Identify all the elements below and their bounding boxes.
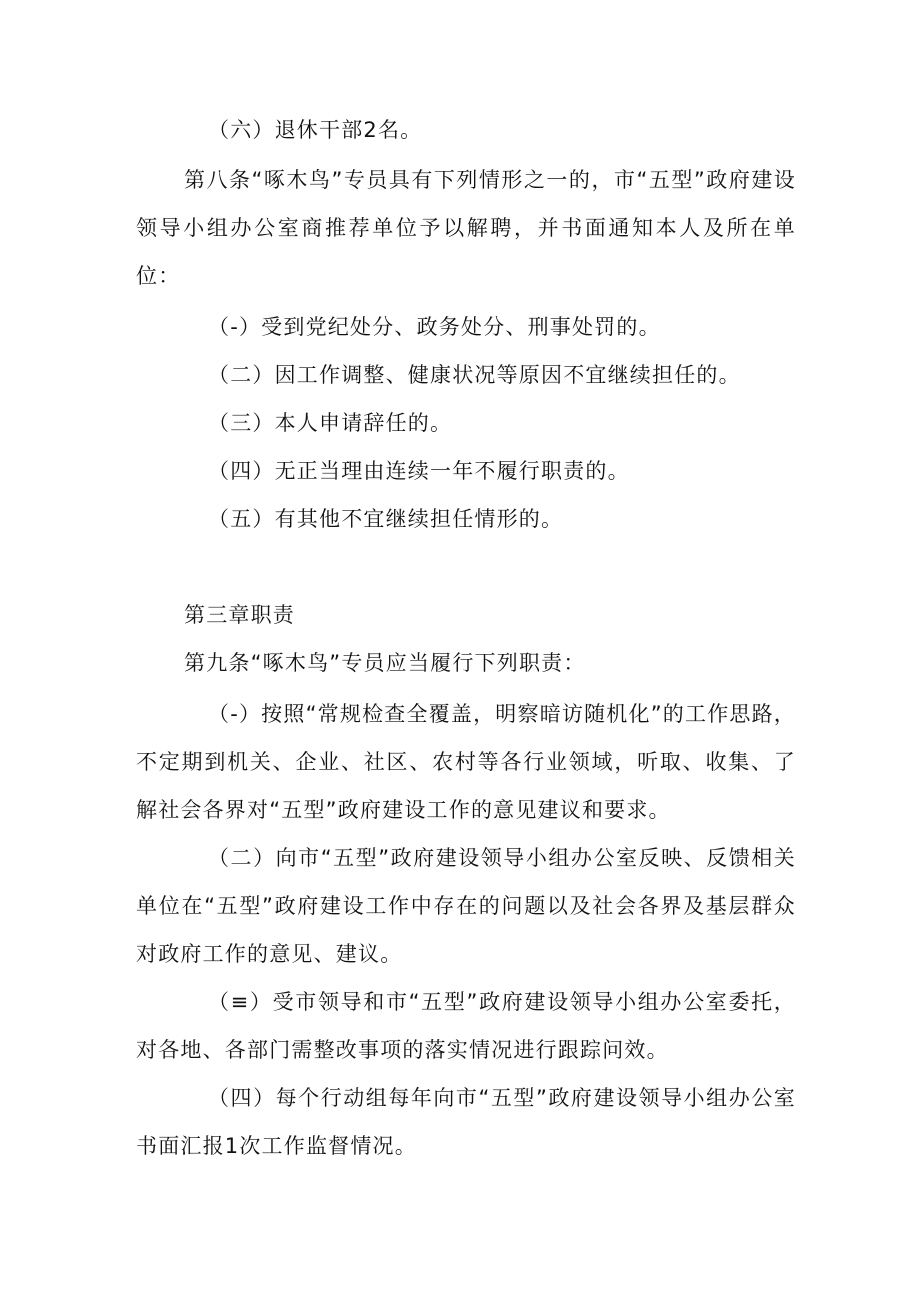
paragraph-duty-1 — [136, 690, 796, 834]
duty-4-text: （四）每个行动组每年向市“五型”政府建设领导小组办公室书面汇报1次工作监督情况。 — [136, 1086, 796, 1158]
paragraph-duty-3 — [136, 978, 796, 1074]
paragraph-item-5: （五）有其他不宜继续担任情形的。 — [208, 507, 564, 531]
paragraph-article-8 — [136, 156, 796, 300]
duty-3-text: （≡）受市领导和市“五型”政府建设领导小组办公室委托，对各地、各部门需整改事项的落实情况进行跟踪问效。 — [136, 990, 796, 1062]
paragraph-retired-cadres: （六）退休干部2名。 — [208, 118, 423, 142]
paragraph-item-1: （-）受到党纪处分、政务处分、刑事处罚的。 — [208, 315, 661, 339]
chapter-heading: 第三章职责 — [184, 603, 295, 627]
paragraph-duty-4 — [136, 1074, 796, 1170]
paragraph-article-9: 第九条“啄木鸟”专员应当履行下列职责： — [184, 651, 586, 675]
paragraph-item-2: （二）因工作调整、健康状况等原因不宜继续担任的。 — [208, 363, 741, 387]
paragraph-duty-2 — [136, 834, 796, 978]
paragraph-item-3: （三）本人申请辞任的。 — [208, 411, 453, 435]
duty-1-text: （-）按照“常规检查全覆盖，明察暗访随机化”的工作思路，不定期到机关、企业、社区、农村等各行业领域，听取、收集、了解社会各界对“五型”政府建设工作的意见建议和要求。 — [136, 702, 796, 822]
paragraph-item-4: （四）无正当理由连续一年不履行职责的。 — [208, 459, 630, 483]
article-8-text: 第八条“啄木鸟”专员具有下列情形之一的，市“五型”政府建设领导小组办公室商推荐单位予以解聘，并书面通知本人及所在单位： — [136, 168, 796, 288]
duty-2-text: （二）向市“五型”政府建设领导小组办公室反映、反馈相关单位在“五型”政府建设工作中存在的问题以及社会各界及基层群众对政府工作的意见、建议。 — [136, 846, 796, 966]
